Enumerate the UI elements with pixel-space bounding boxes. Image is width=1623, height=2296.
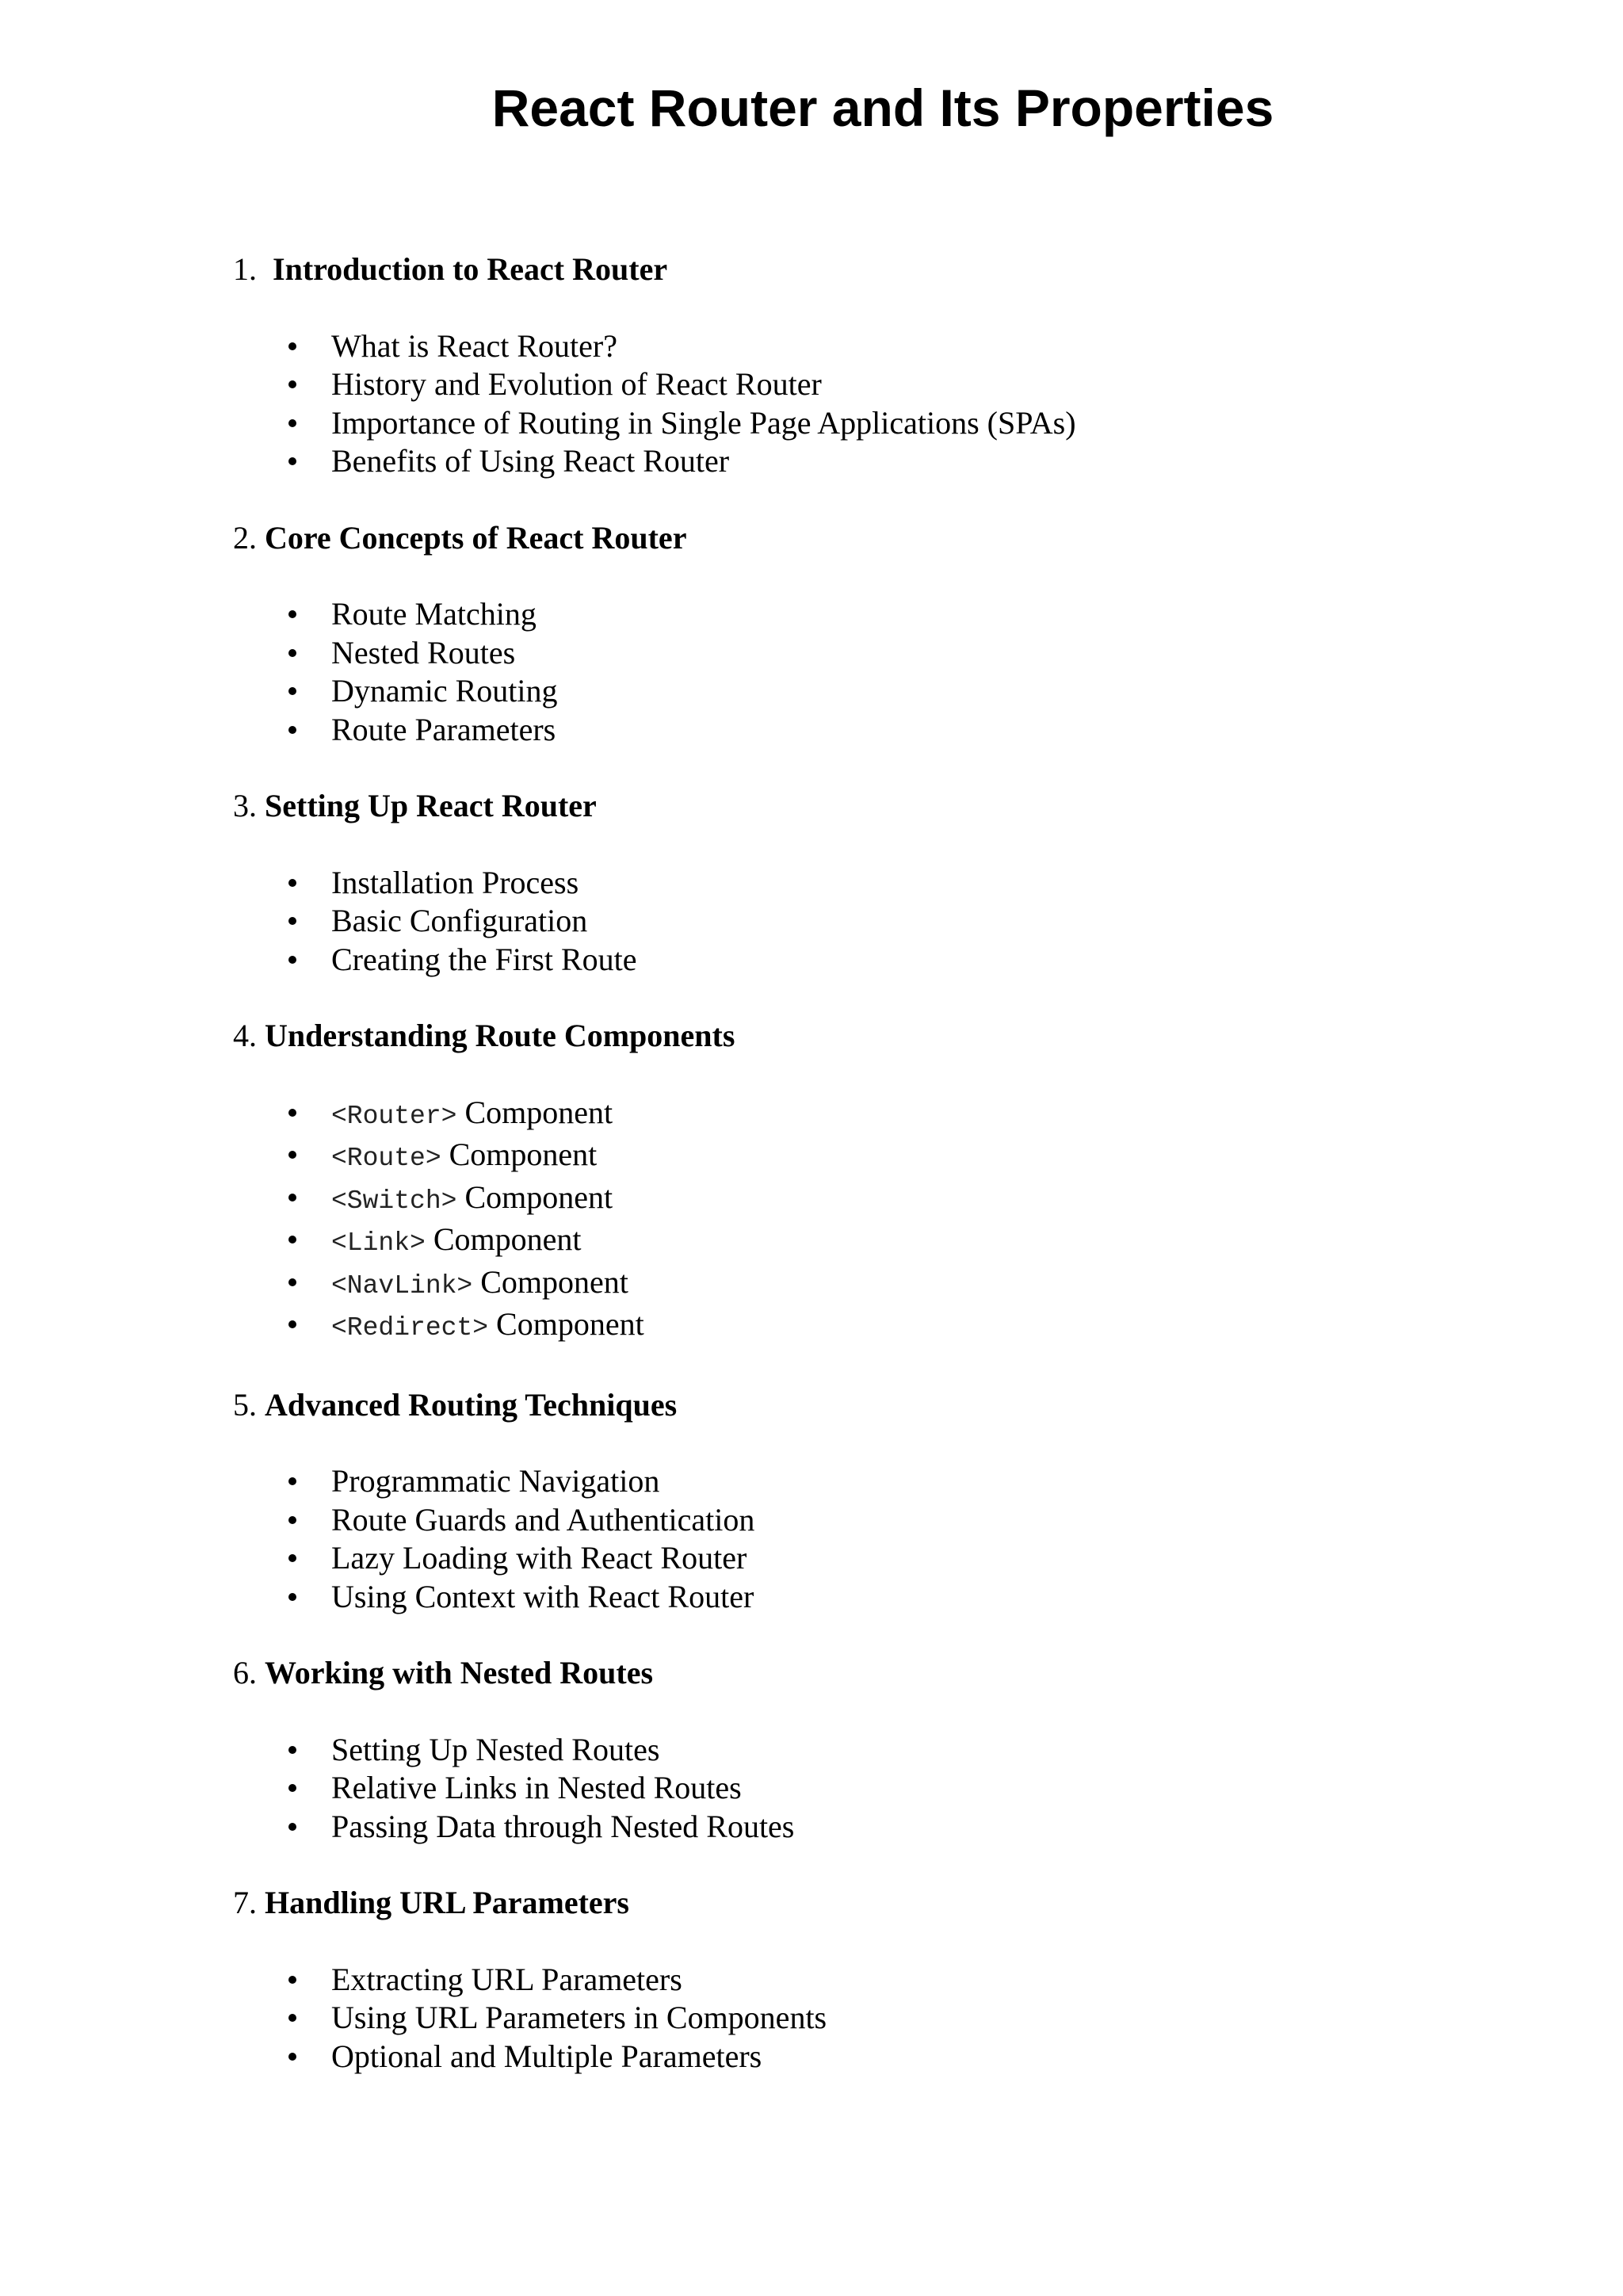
section-number: 4.: [233, 1018, 257, 1053]
page-title: React Router and Its Properties: [491, 78, 1274, 137]
component-tag-code: <Router>: [331, 1101, 457, 1131]
bullet-icon: [288, 1151, 296, 1159]
list-item-text: Route Guards and Authentication: [331, 1501, 755, 1538]
section-number: 7.: [233, 1885, 257, 1920]
list-item: [233, 327, 1580, 366]
list-item: [233, 941, 1580, 980]
bullet-list: [233, 595, 1580, 749]
list-item-text: Route Parameters: [331, 711, 556, 747]
toc-section: [233, 1386, 1580, 1617]
bullet-icon: [288, 1477, 296, 1485]
bullet-icon: [288, 1746, 296, 1754]
section-heading: [233, 250, 1580, 289]
toc-section: [233, 787, 1580, 979]
section-number: 6.: [233, 1655, 257, 1690]
section-number: 5.: [233, 1386, 257, 1423]
section-heading: [233, 1017, 1580, 1056]
list-item: [233, 365, 1580, 404]
list-item-text: Importance of Routing in Single Page Applications (SPAs): [331, 404, 1076, 441]
section-heading: [233, 787, 1580, 826]
list-item: [233, 1961, 1580, 2000]
bullet-icon: [288, 610, 296, 618]
bullet-icon: [288, 726, 296, 734]
list-item-text: Setting Up Nested Routes: [331, 1731, 660, 1767]
section-heading: [233, 519, 1580, 558]
list-item: [233, 1136, 1580, 1179]
bullet-icon: [288, 1109, 296, 1117]
toc-section: [233, 1654, 1580, 1846]
list-item: [233, 711, 1580, 750]
list-item-text: Component: [480, 1263, 628, 1300]
bullet-icon: [288, 457, 296, 465]
section-number: 3.: [233, 788, 257, 823]
list-item-text: Component: [449, 1137, 598, 1172]
bullet-icon: [288, 1516, 296, 1524]
list-item-text: Route Matching: [331, 596, 537, 632]
bullet-icon: [288, 879, 296, 887]
section-title: Setting Up React Router: [265, 788, 597, 823]
bullet-icon: [288, 687, 296, 695]
list-item-text: Component: [464, 1094, 613, 1130]
bullet-icon: [288, 917, 296, 925]
list-item: [233, 1501, 1580, 1540]
list-item-text: Nested Routes: [331, 634, 516, 670]
bullet-icon: [288, 1784, 296, 1792]
list-item-text: Component: [433, 1221, 582, 1257]
bullet-list: [233, 327, 1580, 481]
list-item-text: Using Context with React Router: [331, 1578, 754, 1614]
list-item: [233, 1179, 1580, 1221]
toc-section: [233, 250, 1580, 481]
component-tag-code: <Route>: [331, 1144, 441, 1173]
bullet-icon: [288, 956, 296, 964]
toc-section: [233, 519, 1580, 750]
toc-section: [233, 1884, 1580, 2076]
section-title: Handling URL Parameters: [265, 1885, 629, 1920]
list-item: [233, 595, 1580, 634]
list-item-text: Component: [464, 1179, 613, 1215]
bullet-icon: [288, 1593, 296, 1601]
list-item: [233, 1578, 1580, 1617]
list-item-text: Extracting URL Parameters: [331, 1961, 682, 1997]
list-item: [233, 634, 1580, 673]
bullet-icon: [288, 1976, 296, 1984]
list-item-text: Relative Links in Nested Routes: [331, 1770, 742, 1805]
bullet-icon: [288, 1278, 296, 1286]
list-item-text: Passing Data through Nested Routes: [331, 1808, 795, 1844]
bullet-list: [233, 1961, 1580, 2076]
section-heading: [233, 1386, 1580, 1425]
component-tag-code: <Switch>: [331, 1186, 457, 1216]
bullet-list: [233, 864, 1580, 980]
list-item: [233, 672, 1580, 711]
section-number: 2.: [233, 519, 257, 556]
bullet-list: [233, 1731, 1580, 1847]
list-item: [233, 1094, 1580, 1137]
list-item: [233, 1263, 1580, 1306]
list-item-text: Benefits of Using React Router: [331, 443, 730, 479]
list-item-text: Installation Process: [331, 864, 579, 900]
list-item: [233, 404, 1580, 443]
list-item-text: Dynamic Routing: [331, 673, 558, 709]
list-item: [233, 864, 1580, 903]
list-item-text: History and Evolution of React Router: [331, 366, 822, 402]
list-item: [233, 442, 1580, 481]
bullet-icon: [288, 419, 296, 427]
section-title: Working with Nested Routes: [265, 1655, 654, 1690]
bullet-icon: [288, 380, 296, 388]
list-item-text: Basic Configuration: [331, 903, 588, 938]
component-tag-code: <Redirect>: [331, 1313, 489, 1343]
list-item-text: Lazy Loading with React Router: [331, 1540, 747, 1576]
bullet-icon: [288, 1194, 296, 1201]
list-item-text: Optional and Multiple Parameters: [331, 2038, 762, 2074]
bullet-icon: [288, 2014, 296, 2022]
bullet-list: [233, 1462, 1580, 1616]
section-title: Understanding Route Components: [265, 1018, 735, 1053]
component-tag-code: <NavLink>: [331, 1270, 473, 1301]
section-title: Core Concepts of React Router: [265, 519, 687, 556]
list-item: [233, 902, 1580, 941]
list-item: [233, 1305, 1580, 1348]
list-item-text: Creating the First Route: [331, 941, 637, 977]
bullet-icon: [288, 1236, 296, 1244]
bullet-icon: [288, 2053, 296, 2061]
list-item: [233, 2038, 1580, 2076]
list-item-text: Programmatic Navigation: [331, 1463, 660, 1499]
section-heading: [233, 1884, 1580, 1923]
list-item: [233, 1769, 1580, 1808]
list-item-text: Component: [496, 1306, 644, 1342]
bullet-icon: [288, 649, 296, 657]
list-item-text: What is React Router?: [331, 327, 617, 364]
list-item: [233, 1808, 1580, 1847]
list-item: [233, 1462, 1580, 1501]
bullet-icon: [288, 1823, 296, 1831]
section-heading: [233, 1654, 1580, 1693]
list-item-text: Using URL Parameters in Components: [331, 2000, 827, 2035]
section-number: 1.: [233, 251, 257, 287]
component-tag-code: <Link>: [331, 1228, 426, 1258]
bullet-icon: [288, 1554, 296, 1562]
list-item: [233, 1539, 1580, 1578]
table-of-contents: [233, 250, 1580, 2114]
bullet-list: [233, 1094, 1580, 1348]
section-title: Introduction to React Router: [273, 251, 668, 287]
bullet-icon: [288, 342, 296, 350]
list-item: [233, 1221, 1580, 1263]
list-item: [233, 1731, 1580, 1770]
section-title: Advanced Routing Techniques: [265, 1386, 678, 1423]
bullet-icon: [288, 1320, 296, 1328]
list-item: [233, 1999, 1580, 2038]
toc-section: [233, 1017, 1580, 1348]
